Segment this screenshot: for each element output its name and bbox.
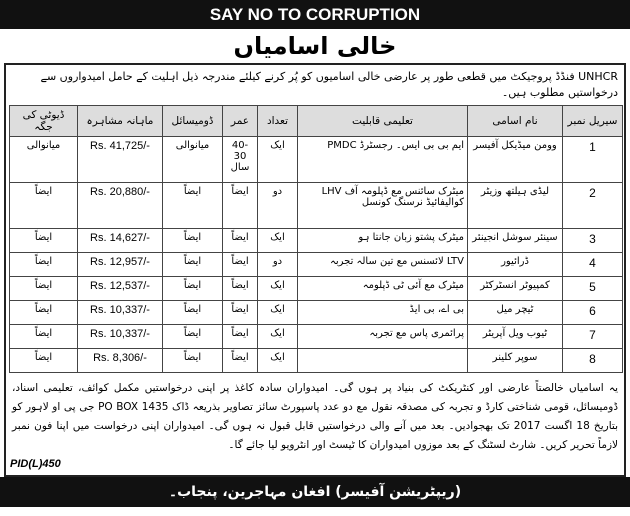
cell-salary: Rs. 14,627/- [78,229,163,253]
cell-domicile: ایضاً [163,349,223,373]
table-row [10,325,623,349]
cell-age: ایضاً [223,325,258,349]
cell-post: ٹیوب ویل آپریٹر [468,325,563,349]
cell-domicile: ایضاً [163,325,223,349]
cell-duty: ایضاً [10,301,78,325]
cell-qualification [298,349,468,373]
table-row [10,229,623,253]
cell-salary: Rs. 10,337/- [78,325,163,349]
cell-post: سینئر سوشل انجینئر [468,229,563,253]
cell-serial: 6 [563,301,623,325]
table-row [10,137,623,183]
cell-duty: میانوالی [10,137,78,183]
cell-serial: 5 [563,277,623,301]
cell-age: ایضاً [223,349,258,373]
cell-qualification: بی اے، بی ایڈ [298,301,468,325]
cell-age: ایضاً [223,277,258,301]
cell-count: ایک [258,137,298,183]
col-post: نام اسامی [468,106,563,137]
col-duty: ڈیوٹی کی جگہ [10,106,78,137]
cell-count: دو [258,183,298,229]
cell-post: سوپر کلینر [468,349,563,373]
cell-duty: ایضاً [10,325,78,349]
cell-count: دو [258,253,298,277]
slogan-banner: SAY NO TO CORRUPTION [0,0,630,29]
col-count: تعداد [258,106,298,137]
table-row [10,183,623,229]
cell-domicile: ایضاً [163,229,223,253]
cell-age: ایضاً [223,183,258,229]
cell-salary: Rs. 20,880/- [78,183,163,229]
cell-post: ٹیچر میل [468,301,563,325]
cell-serial: 2 [563,183,623,229]
instructions-text: یہ اسامیاں خالصتاً عارضی اور کنٹریکٹ کی بنیاد پر ہوں گی۔ امیدواران سادہ کاغذ پر اپنی درخواستیں مکمل کوائف، تعلیمی اسناد، ڈومیسائل، قومی شناختی کارڈ و تجربہ کی مصدقہ نقول مع دو عدد پاسپورٹ سائز تصاویر بذریعہ ڈاک PO BOX 1435 جی پی او لاہور کو بتاریخ 18 اگست 2017 تک بھجوادیں۔ بعد میں آنے والی درخواستیں قابل قبول نہ ہوں گی۔ امیدواران اپنی درخواست میں اپنا فون نمبر لازماً تحریر کریں۔ شارٹ لسٹنگ کے بعد موزوں امیدواران کا ٹیسٹ اور انٹرویو لیا جائے گا۔ [12,382,618,451]
col-age: عمر [223,106,258,137]
cell-serial: 1 [563,137,623,183]
cell-salary: Rs. 41,725/- [78,137,163,183]
cell-duty: ایضاً [10,349,78,373]
table-row [10,349,623,373]
cell-domicile: ایضاً [163,183,223,229]
footer-banner: (ریپٹریشن آفیسر) افغان مہاجرین، پنجاب۔ [0,477,630,507]
col-serial: سیریل نمبر [563,106,623,137]
cell-post: کمپیوٹر انسٹرکٹر [468,277,563,301]
cell-duty: ایضاً [10,229,78,253]
cell-count: ایک [258,325,298,349]
cell-qualification: میٹرک سائنس مع ڈپلومہ آف LHV کوالیفائیڈ نرسنگ کونسل [298,183,468,229]
cell-salary: Rs. 12,537/- [78,277,163,301]
cell-serial: 7 [563,325,623,349]
cell-salary: Rs. 8,306/- [78,349,163,373]
cell-serial: 3 [563,229,623,253]
table-row [10,253,623,277]
cell-post: وومن میڈیکل آفیسر [468,137,563,183]
cell-domicile: ایضاً [163,301,223,325]
cell-count: ایک [258,277,298,301]
advertisement-box [4,63,626,477]
cell-post: ڈرائیور [468,253,563,277]
cell-domicile: میانوالی [163,137,223,183]
cell-count: ایک [258,349,298,373]
cell-post: لیڈی ہیلتھ وزیٹر [468,183,563,229]
cell-duty: ایضاً [10,183,78,229]
cell-qualification: میٹرک پشتو زبان جانتا ہو [298,229,468,253]
cell-domicile: ایضاً [163,277,223,301]
cell-duty: ایضاً [10,253,78,277]
cell-serial: 4 [563,253,623,277]
cell-serial: 8 [563,349,623,373]
vacancies-table [9,105,623,373]
cell-qualification: LTV لائسنس مع تین سالہ تجربہ [298,253,468,277]
cell-age: ایضاً [223,229,258,253]
col-salary: ماہانہ مشاہرہ [78,106,163,137]
col-domicile: ڈومیسائل [163,106,223,137]
cell-qualification: میٹرک مع آئی ٹی ڈپلومہ [298,277,468,301]
cell-duty: ایضاً [10,277,78,301]
col-qualification: تعلیمی قابلیت [298,106,468,137]
cell-domicile: ایضاً [163,253,223,277]
cell-age: ایضاً [223,253,258,277]
cell-age: 40-30 سال [223,137,258,183]
cell-qualification: پرائمری پاس مع تجربہ [298,325,468,349]
cell-age: ایضاً [223,301,258,325]
table-row [10,277,623,301]
page-title: خالی اسامیاں [233,32,397,60]
cell-count: ایک [258,301,298,325]
intro-text: UNHCR فنڈڈ پروجیکٹ میں قطعی طور پر عارضی خالی اسامیوں کو پُر کرنے کیلئے مندرجہ ذیل اہلیت کے حامل امیدواروں سے درخواستیں مطلوب ہیں۔ [40,70,618,99]
pid-code: PID(L)450 [10,458,61,470]
cell-qualification: ایم بی بی ایس۔ رجسٹرڈ PMDC [298,137,468,183]
cell-salary: Rs. 10,337/- [78,301,163,325]
table-row [10,301,623,325]
cell-salary: Rs. 12,957/- [78,253,163,277]
table-header-row [10,106,623,137]
cell-count: ایک [258,229,298,253]
